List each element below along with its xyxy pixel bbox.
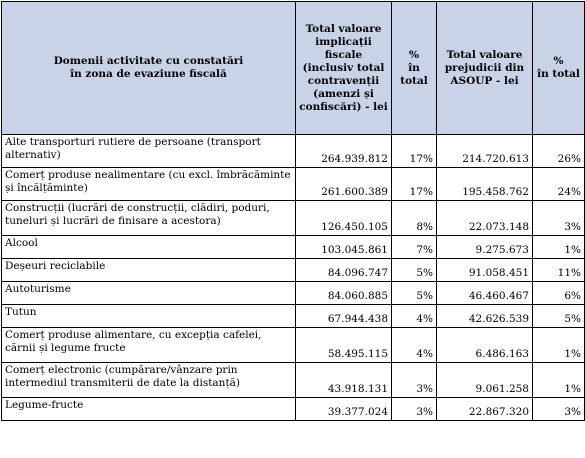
header-total-prejudice: Total valoare prejudicii din ASOUP - lei (437, 2, 533, 135)
cell-domain: Alte transporturi rutiere de persoane (transport alternativ) (2, 135, 296, 168)
header-pct-total-2: % în total (533, 2, 585, 135)
cell-pct-2: 3% (533, 398, 585, 421)
cell-pct-1: 7% (392, 236, 437, 259)
table-row (2, 305, 585, 328)
table-row (2, 259, 585, 282)
table-row (2, 363, 585, 398)
cell-prejudice: 91.058.451 (437, 259, 533, 282)
table-row (2, 282, 585, 305)
table-row (2, 135, 585, 168)
fiscal-evasion-table (1, 1, 585, 421)
cell-total-value: 39.377.024 (296, 398, 392, 421)
cell-pct-2: 1% (533, 328, 585, 363)
cell-domain: Deșeuri reciclabile (2, 259, 296, 282)
cell-domain: Construcții (lucrări de construcții, clădiri, poduri, tuneluri și lucrări de finisare a acestora) (2, 201, 296, 236)
cell-domain: Autoturisme (2, 282, 296, 305)
table-row (2, 201, 585, 236)
cell-total-value: 126.450.105 (296, 201, 392, 236)
header-pct-total-1: % în total (392, 2, 437, 135)
cell-total-value: 264.939.812 (296, 135, 392, 168)
table-row (2, 168, 585, 201)
cell-prejudice: 9.275.673 (437, 236, 533, 259)
table-row (2, 236, 585, 259)
cell-pct-1: 17% (392, 135, 437, 168)
cell-pct-2: 24% (533, 168, 585, 201)
cell-pct-2: 1% (533, 236, 585, 259)
cell-total-value: 58.495.115 (296, 328, 392, 363)
cell-domain: Comerț produse alimentare, cu excepția cafelei, cărnii și legume fructe (2, 328, 296, 363)
header-total-value: Total valoare implicații fiscale (inclusiv total contravenții (amenzi și confiscări) - lei (296, 2, 392, 135)
cell-pct-2: 1% (533, 363, 585, 398)
cell-pct-1: 4% (392, 328, 437, 363)
cell-pct-2: 11% (533, 259, 585, 282)
cell-pct-2: 26% (533, 135, 585, 168)
cell-domain: Legume-fructe (2, 398, 296, 421)
cell-pct-1: 4% (392, 305, 437, 328)
cell-pct-1: 17% (392, 168, 437, 201)
cell-prejudice: 9.061.258 (437, 363, 533, 398)
cell-pct-1: 3% (392, 363, 437, 398)
table-row (2, 328, 585, 363)
cell-pct-1: 5% (392, 282, 437, 305)
cell-prejudice: 195.458.762 (437, 168, 533, 201)
cell-prejudice: 46.460.467 (437, 282, 533, 305)
cell-domain: Comerț produse nealimentare (cu excl. îmbrăcăminte și încălțăminte) (2, 168, 296, 201)
cell-domain: Alcool (2, 236, 296, 259)
cell-total-value: 103.045.861 (296, 236, 392, 259)
cell-total-value: 84.060.885 (296, 282, 392, 305)
cell-prejudice: 22.867.320 (437, 398, 533, 421)
cell-total-value: 67.944.438 (296, 305, 392, 328)
cell-prejudice: 214.720.613 (437, 135, 533, 168)
cell-pct-1: 8% (392, 201, 437, 236)
cell-total-value: 261.600.389 (296, 168, 392, 201)
cell-pct-2: 6% (533, 282, 585, 305)
cell-pct-2: 3% (533, 201, 585, 236)
cell-prejudice: 6.486.163 (437, 328, 533, 363)
cell-prejudice: 42.626.539 (437, 305, 533, 328)
cell-total-value: 43.918.131 (296, 363, 392, 398)
cell-total-value: 84.096.747 (296, 259, 392, 282)
cell-pct-1: 5% (392, 259, 437, 282)
cell-prejudice: 22.073.148 (437, 201, 533, 236)
cell-pct-1: 3% (392, 398, 437, 421)
header-row (2, 2, 585, 135)
cell-domain: Comerț electronic (cumpărare/vânzare prin intermediul transmiterii de date la distanță) (2, 363, 296, 398)
cell-pct-2: 5% (533, 305, 585, 328)
header-domain: Domenii activitate cu constatări în zona de evaziune fiscală (2, 2, 296, 135)
table-row (2, 398, 585, 421)
cell-domain: Tutun (2, 305, 296, 328)
